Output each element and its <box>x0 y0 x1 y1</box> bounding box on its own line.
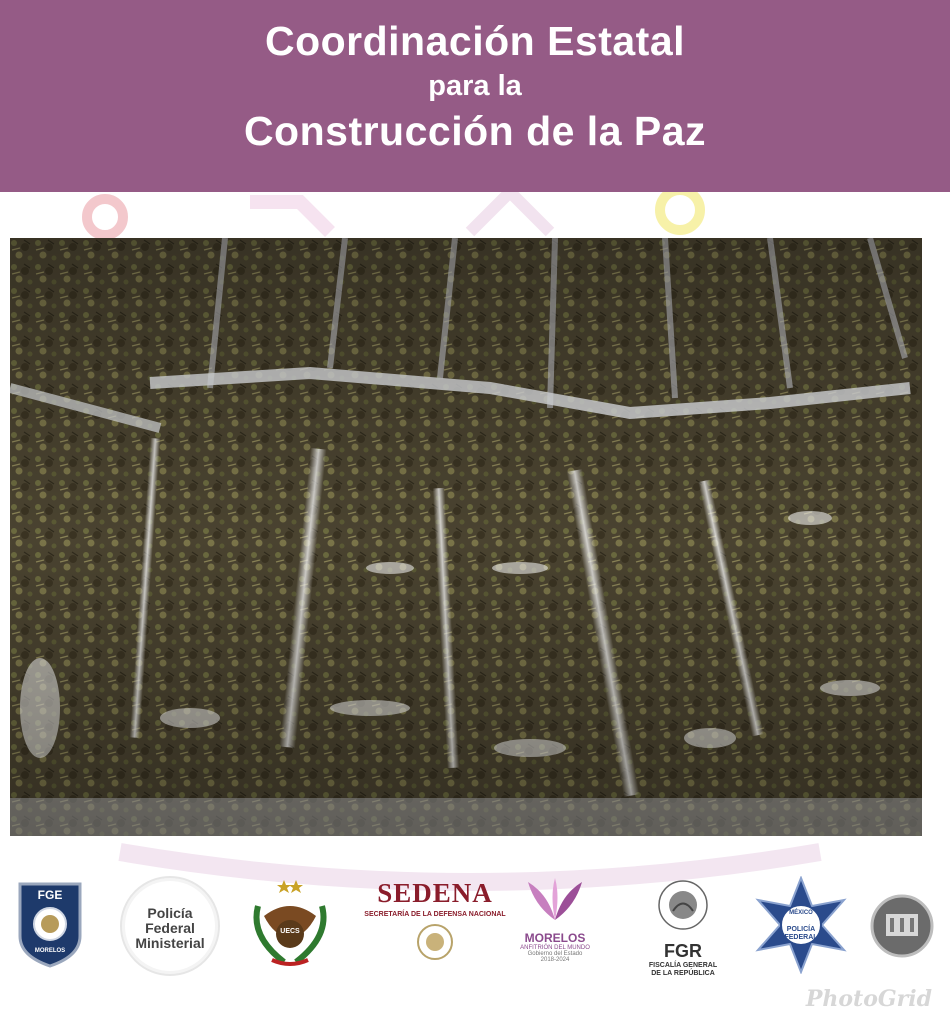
photogrid-watermark: PhotoGrid <box>805 986 932 1012</box>
morelos-flower-icon <box>520 876 590 924</box>
fgr-line2: DE LA REPÚBLICA <box>651 970 715 977</box>
sedena-name: SEDENA <box>377 878 493 908</box>
seized-packages-photo <box>10 238 922 836</box>
pfm-line2: Federal <box>145 920 195 936</box>
institution-logos-row <box>0 870 950 980</box>
morelos-tagline: ANFITRIÓN DEL MUNDO <box>520 945 590 951</box>
policia-federal-line1: POLICÍA <box>786 926 816 933</box>
seguridad-publica-seal-icon <box>870 884 934 968</box>
seguridad-publica-logo <box>870 884 934 968</box>
header-title-line2: para la <box>428 70 522 102</box>
morelos-logo <box>514 876 596 976</box>
fge-subtitle: MORELOS <box>34 948 66 954</box>
fge-logo <box>16 878 84 968</box>
morelos-government: Gobierno del Estado <box>527 951 583 957</box>
header-title-line3: Construcción de la Paz <box>243 108 707 154</box>
pfm-line3: Ministerial <box>135 935 205 951</box>
morelos-name: MORELOS <box>524 931 586 945</box>
fge-title: FGE <box>37 888 63 902</box>
policia-federal-ministerial-logo <box>120 876 220 976</box>
sedena-logo <box>355 878 515 968</box>
uecs-logo <box>244 876 336 972</box>
header-banner <box>0 0 950 192</box>
fgr-logo <box>648 878 718 978</box>
sedena-subtitle: SECRETARÍA DE LA DEFENSA NACIONAL <box>364 911 506 918</box>
uecs-label: UECS <box>280 928 300 935</box>
policia-federal-top: MÉXICO <box>789 910 813 916</box>
police-star-icon <box>752 876 850 974</box>
pfm-line1: Policía <box>147 905 193 921</box>
morelos-period: 2018-2024 <box>540 957 570 963</box>
header-title-line1: Coordinación Estatal <box>264 18 686 64</box>
photo-illustration <box>10 238 922 836</box>
fgr-line1: FISCALÍA GENERAL <box>648 962 718 969</box>
fgr-coat-of-arms-icon <box>656 878 710 932</box>
mexico-coat-of-arms-icon <box>415 922 455 962</box>
policia-federal-line2: FEDERAL <box>784 934 818 941</box>
policia-federal-logo <box>752 876 850 974</box>
eagle-wreath-icon <box>244 876 336 972</box>
fgr-name: FGR <box>664 941 702 961</box>
